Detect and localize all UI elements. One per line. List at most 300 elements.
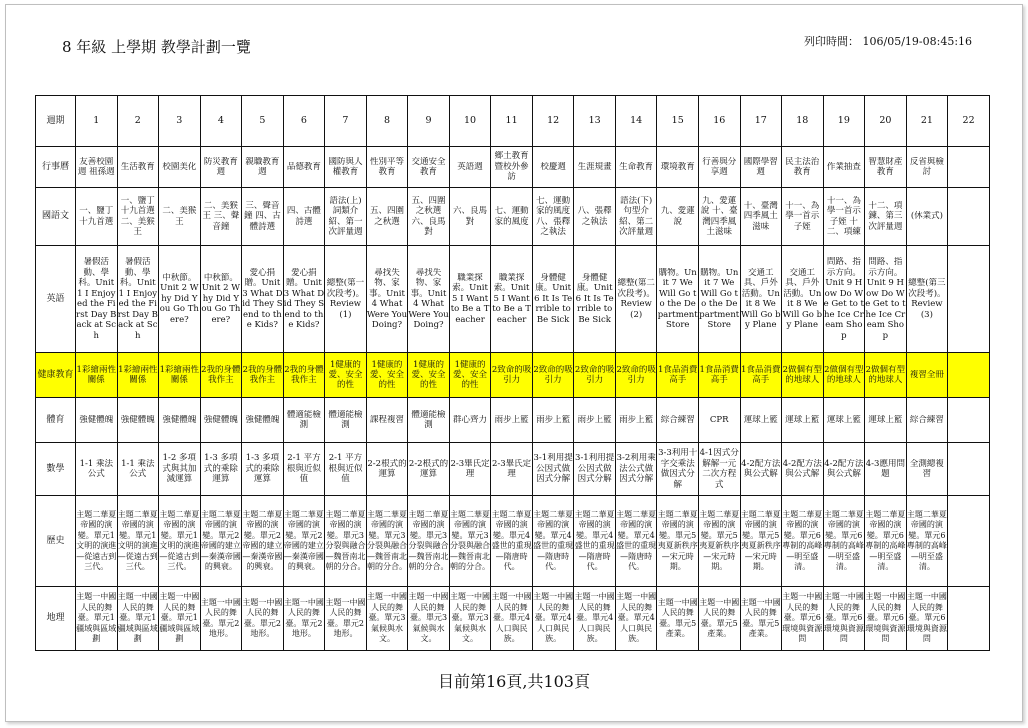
week-number-cell (698, 96, 740, 147)
plan-cell (283, 443, 325, 496)
cell-text: 1彩繪兩性關係 (159, 365, 200, 385)
cell-text: 一、鹽丁十九首選 (79, 206, 114, 227)
row-chinese (36, 188, 990, 246)
plan-cell (76, 246, 118, 353)
plan-cell (117, 246, 159, 353)
plan-cell (532, 443, 574, 496)
row-header-english: 英語 (36, 246, 76, 353)
plan-cell (449, 398, 491, 443)
plan-cell (532, 147, 574, 188)
cell-text: 尋找失物、家事。Unit 4 What Were You Doing? (366, 267, 408, 330)
cell-text: 購物。Unit 7 We Will Go to the Department Store (699, 267, 740, 330)
week-number-cell (200, 96, 242, 147)
cell-text: 七、運動家的風度 (494, 206, 529, 227)
cell-text: 智慧財產教育 (868, 156, 903, 177)
plan-cell (325, 587, 367, 651)
plan-cell (740, 147, 782, 188)
cell-text: 主題一中國人民的舞臺。單元4人口與民族。 (616, 592, 657, 644)
plan-cell (782, 188, 824, 246)
cell-text: 暑假活動、學科。Unit 1 I Enjoyed the First Day Back at Sch (117, 257, 158, 341)
plan-cell (200, 587, 242, 651)
plan-cell (532, 587, 574, 651)
cell-text: 主題一中國人民的舞臺。單元6環境與資源問 (865, 592, 906, 644)
plan-cell (76, 587, 118, 651)
plan-cell (865, 496, 907, 587)
cell-text: 12 (547, 115, 560, 126)
plan-cell (574, 246, 616, 353)
cell-text: 1健康的愛、安全的性 (453, 360, 488, 390)
plan-cell (823, 188, 865, 246)
plan-cell (906, 496, 948, 587)
cell-text: 4-3應用問題 (865, 458, 905, 479)
cell-text: 9 (425, 115, 432, 126)
cell-text: 一、鹽丁十九首選 二、美猴王 (120, 195, 155, 237)
row-pe (36, 398, 990, 443)
cell-text: 體適能檢測 (411, 409, 446, 430)
plan-cell (782, 443, 824, 496)
plan-cell (698, 147, 740, 188)
plan-cell (574, 443, 616, 496)
plan-cell (200, 353, 242, 398)
plan-cell (408, 246, 450, 353)
cell-text: 1彩繪兩性關係 (76, 365, 116, 385)
cell-text: 2-1 平方根與近似值 (286, 453, 321, 485)
cell-text: 主題一中國人民的舞臺。單元2地形。 (325, 597, 366, 638)
cell-text: 性別平等教育 (369, 156, 404, 177)
cell-text: 1健康的愛、安全的性 (328, 360, 363, 390)
cell-text: 四、古體詩選 (286, 206, 321, 227)
cell-text: 1-3 多項式的乘除運算 (203, 453, 238, 485)
plan-cell (615, 147, 657, 188)
cell-text: 15 (671, 115, 684, 126)
row-header-pe: 體育 (36, 398, 76, 443)
plan-cell (948, 496, 990, 587)
plan-cell (865, 246, 907, 353)
plan-cell (574, 496, 616, 587)
plan-cell (159, 398, 201, 443)
plan-cell (200, 147, 242, 188)
plan-cell (325, 353, 367, 398)
plan-cell (906, 353, 948, 398)
week-number-cell (491, 96, 533, 147)
plan-cell (740, 188, 782, 246)
cell-text: 八、張釋之執法 (577, 206, 612, 227)
cell-text: 2-3畢氏定理 (491, 458, 532, 479)
plan-cell (865, 443, 907, 496)
cell-text: 二、美猴王 三、聲音鐘 (202, 200, 240, 232)
plan-cell (159, 353, 201, 398)
row-english (36, 246, 990, 353)
cell-text: 主題一中國人民的舞臺。單元5產業。 (657, 597, 698, 638)
cell-text: 2做個有型的地球人 (782, 365, 822, 385)
cell-text: 10 (464, 115, 477, 126)
plan-cell (325, 398, 367, 443)
week-number-cell (117, 96, 159, 147)
teaching-plan-table (35, 95, 990, 651)
week-number-cell (242, 96, 284, 147)
plan-cell (698, 353, 740, 398)
plan-cell (491, 398, 533, 443)
plan-cell (657, 147, 699, 188)
plan-cell (200, 496, 242, 587)
cell-text: 五、四圍之秋選 六、良馬對 (411, 195, 446, 237)
cell-text: 五、四圍之秋選 (369, 206, 404, 227)
plan-cell (159, 188, 201, 246)
plan-cell (657, 246, 699, 353)
plan-cell (366, 443, 408, 496)
plan-cell (532, 353, 574, 398)
cell-text: 強健體魄 (245, 414, 280, 425)
cell-text: 主題二華夏帝國的演變。單元4盛世的重現—隋唐時代。 (616, 509, 657, 571)
cell-text: 4-2配方法與公式解 (824, 458, 864, 479)
cell-text: 主題二華夏帝國的演變。單元5夷夏新秩序—宋元時期。 (740, 509, 781, 571)
plan-cell (782, 246, 824, 353)
plan-cell (117, 353, 159, 398)
plan-cell (283, 188, 325, 246)
plan-cell (117, 398, 159, 443)
cell-text: 1彩繪兩性關係 (118, 365, 158, 385)
plan-cell (740, 587, 782, 651)
plan-cell (574, 353, 616, 398)
plan-cell (449, 188, 491, 246)
cell-text: 職業探索。Unit 5 I Want to Be a Teacher (492, 272, 531, 325)
cell-text: 主題二華夏帝國的演變。單元6專制的高峰—明至盛清。 (865, 509, 906, 571)
cell-text: 1健康的愛、安全的性 (411, 360, 446, 390)
week-number-cell (76, 96, 118, 147)
cell-text: 2-1 平方根與近似值 (328, 453, 363, 485)
row-geo (36, 587, 990, 651)
cell-text: 2致命的吸引力 (616, 365, 656, 385)
cell-text: 主題一中國人民的舞臺。單元2地形。 (242, 597, 283, 638)
cell-text: 2-2根式的運算 (408, 458, 449, 479)
cell-text: 主題一中國人民的舞臺。單元6環境與資源問 (823, 592, 864, 644)
cell-text: 綜合練習 (660, 414, 695, 425)
cell-text: 主題二華夏帝國的演變。單元3分裂與融合—魏晉南北朝的分合。 (325, 509, 366, 571)
cell-text: 主題二華夏帝國的演變。單元6專制的高峰—明至盛清。 (906, 509, 947, 571)
plan-cell (698, 398, 740, 443)
plan-cell (325, 188, 367, 246)
plan-cell (200, 246, 242, 353)
plan-cell (948, 443, 990, 496)
week-number-cell (948, 96, 990, 147)
cell-text: 4-2配方法與公式解 (782, 458, 822, 479)
cell-text: 問路、指示方向。Unit 9 How Do We Get to the Ice Cream Shop (865, 257, 906, 341)
plan-cell (948, 587, 990, 651)
cell-text: 主題二華夏帝國的演變。單元5夷夏新秩序—宋元時期。 (699, 509, 740, 571)
cell-text: 語法(上)詞類介紹、第一次評量週 (328, 195, 363, 237)
cell-text: 22 (962, 115, 975, 126)
week-number-cell (159, 96, 201, 147)
cell-text: 購物。Unit 7 We Will Go to the Department Store (657, 267, 698, 330)
plan-cell (366, 147, 408, 188)
cell-text: 雨步上籃 (619, 414, 654, 425)
plan-cell (325, 246, 367, 353)
cell-text: 2-3畢氏定理 (450, 458, 490, 479)
cell-text: CPR (709, 414, 729, 425)
week-number-cell (449, 96, 491, 147)
plan-cell (159, 246, 201, 353)
plan-cell (408, 443, 450, 496)
plan-cell (657, 398, 699, 443)
plan-cell (449, 496, 491, 587)
plan-cell (948, 398, 990, 443)
week-number-cell (325, 96, 367, 147)
week-number-cell (865, 96, 907, 147)
plan-cell (823, 443, 865, 496)
plan-cell (865, 353, 907, 398)
cell-text: 20 (879, 115, 892, 126)
cell-text: 17 (754, 115, 767, 126)
cell-text: 1健康的愛、安全的性 (369, 360, 404, 390)
cell-text: 主題二華夏帝國的演變。單元1文明的演進—從遠古到三代。 (159, 509, 200, 571)
plan-cell (325, 147, 367, 188)
plan-cell (76, 443, 118, 496)
cell-text: 1-1 乘法公式 (121, 458, 155, 479)
cell-text: 主題一中國人民的舞臺。單元6環境與資源問 (782, 592, 823, 644)
plan-cell (615, 443, 657, 496)
cell-text: 主題一中國人民的舞臺。單元4人口與民族。 (491, 592, 532, 644)
cell-text: 十二、項鍊、第三次評量週 (868, 200, 903, 232)
plan-cell (532, 188, 574, 246)
row-header-health: 健康教育 (36, 353, 76, 398)
plan-cell (366, 188, 408, 246)
cell-text: 體適能檢測 (328, 409, 363, 430)
plan-cell (283, 353, 325, 398)
cell-text: 3-3利用十字交乘法做因式分解 (658, 448, 698, 490)
plan-cell (491, 587, 533, 651)
cell-text: 交通安全教育 (411, 156, 446, 177)
plan-cell (408, 188, 450, 246)
plan-cell (948, 188, 990, 246)
cell-text: 8 (383, 115, 390, 126)
plan-cell (948, 246, 990, 353)
cell-text: 運球上籃 (868, 414, 903, 425)
cell-text: 2做個有型的地球人 (824, 365, 864, 385)
plan-cell (615, 496, 657, 587)
row-math (36, 443, 990, 496)
print-timestamp: 列印時間： 106/05/19-08:45:16 (804, 35, 973, 48)
plan-cell (615, 587, 657, 651)
cell-text: 課程複習 (369, 414, 404, 425)
cell-text: 親職教育週 (245, 156, 280, 177)
plan-cell (574, 147, 616, 188)
plan-cell (574, 398, 616, 443)
plan-cell (366, 398, 408, 443)
cell-text: 暑假活動、學科。Unit 1 I Enjoyed the First Day Back at Sch (76, 257, 117, 341)
plan-cell (242, 246, 284, 353)
cell-text: 生活教育 (120, 161, 155, 172)
cell-text: 主題一中國人民的舞臺。單元3氣候與水文。 (408, 592, 449, 644)
plan-cell (615, 188, 657, 246)
cell-text: 主題一中國人民的舞臺。單元1疆域與區域劃 (117, 592, 158, 644)
row-week (36, 96, 990, 147)
cell-text: (休業式) (910, 211, 943, 222)
cell-text: 強健體魄 (79, 414, 114, 425)
plan-cell (657, 188, 699, 246)
cell-text: 13 (588, 115, 601, 126)
cell-text: 1-2 多項式與其加減運算 (162, 453, 197, 485)
cell-text: 七、運動家的風度 八、張釋之執法 (536, 195, 571, 237)
plan-cell (657, 443, 699, 496)
plan-cell (823, 147, 865, 188)
week-number-cell (782, 96, 824, 147)
cell-text: 主題二華夏帝國的演變。單元3分裂與融合—魏晉南北朝的分合。 (450, 509, 491, 571)
plan-cell (906, 188, 948, 246)
week-number-cell (615, 96, 657, 147)
plan-cell (491, 496, 533, 587)
plan-cell (200, 398, 242, 443)
plan-cell (366, 353, 408, 398)
cell-text: 主題一中國人民的舞臺。單元1疆域與區域劃 (159, 592, 200, 644)
plan-cell (823, 496, 865, 587)
cell-text: 品德教育 (286, 161, 321, 172)
row-header-history: 歷史 (36, 496, 76, 587)
cell-text: 11 (505, 115, 518, 126)
plan-cell (117, 147, 159, 188)
cell-text: 六、良馬對 (453, 206, 488, 227)
cell-text: 21 (920, 115, 933, 126)
plan-cell (698, 443, 740, 496)
cell-text: 2致命的吸引力 (574, 365, 615, 385)
plan-cell (782, 353, 824, 398)
cell-text: 2致命的吸引力 (491, 365, 532, 385)
cell-text: 防災教育週 (203, 156, 238, 177)
week-number-cell (906, 96, 948, 147)
cell-text: 主題二華夏帝國的演變。單元4盛世的重現—隋唐時代。 (491, 509, 532, 571)
plan-cell (242, 188, 284, 246)
plan-cell (242, 147, 284, 188)
plan-cell (117, 443, 159, 496)
plan-cell (906, 246, 948, 353)
plan-cell (574, 188, 616, 246)
week-number-cell (366, 96, 408, 147)
plan-cell (782, 147, 824, 188)
plan-cell (408, 496, 450, 587)
plan-cell (159, 496, 201, 587)
plan-cell (325, 443, 367, 496)
plan-cell (325, 496, 367, 587)
cell-text: 2-2根式的運算 (367, 458, 407, 479)
plan-cell (76, 398, 118, 443)
cell-text: 複習全冊 (909, 370, 944, 380)
cell-text: 主題二華夏帝國的演變。單元5夷夏新秩序—宋元時期。 (657, 509, 698, 571)
plan-cell (657, 587, 699, 651)
plan-cell (159, 147, 201, 188)
cell-text: 交通工具、戶外活動。Unit 8 We Will Go by Plane (741, 267, 781, 330)
row-header-chinese: 國語文 (36, 188, 76, 246)
plan-cell (657, 496, 699, 587)
week-number-cell (657, 96, 699, 147)
plan-cell (408, 587, 450, 651)
cell-text: 1-3 多項式的乘除運算 (245, 453, 280, 485)
plan-cell (449, 443, 491, 496)
plan-cell (449, 246, 491, 353)
plan-cell (76, 353, 118, 398)
cell-text: 全測總複習 (909, 458, 944, 479)
week-number-cell (740, 96, 782, 147)
cell-text: 總整(第一次段考)。Review (1) (326, 278, 365, 320)
row-history (36, 496, 990, 587)
plan-cell (865, 587, 907, 651)
plan-cell (615, 246, 657, 353)
cell-text: 九、愛蓮說 (660, 206, 695, 227)
plan-cell (698, 587, 740, 651)
plan-cell (117, 496, 159, 587)
cell-text: 英語週 (457, 161, 483, 172)
cell-text: 1食品消費高手 (657, 365, 698, 385)
plan-cell (657, 353, 699, 398)
plan-cell (283, 398, 325, 443)
plan-cell (117, 587, 159, 651)
cell-text: 1食品消費高手 (741, 365, 781, 385)
plan-cell (823, 246, 865, 353)
row-header-event: 行事曆 (36, 147, 76, 188)
cell-text: 運球上籃 (743, 414, 778, 425)
plan-cell (283, 587, 325, 651)
plan-cell (782, 496, 824, 587)
plan-cell (906, 147, 948, 188)
plan-cell (698, 188, 740, 246)
cell-text: 4-1因式分解解一元二次方程式 (699, 448, 739, 490)
plan-cell (408, 147, 450, 188)
cell-text: 主題二華夏帝國的演變。單元3分裂與融合—魏晉南北朝的分合。 (408, 509, 449, 571)
plan-cell (740, 496, 782, 587)
cell-text: 1-1 乘法公式 (79, 458, 113, 479)
cell-text: 反省與檢討 (909, 156, 944, 177)
cell-text: 群心齊力 (453, 414, 488, 425)
cell-text: 十一、為學一首示子姪 (785, 200, 820, 232)
week-number-cell (283, 96, 325, 147)
cell-text: 語法(下)句型介紹、第二次評量週 (619, 195, 654, 237)
cell-text: 主題二華夏帝國的演變。單元1文明的演進—從遠古到三代。 (76, 509, 117, 571)
cell-text: 強健體魄 (162, 414, 197, 425)
plan-cell (242, 587, 284, 651)
cell-text: 主題二華夏帝國的演變。單元4盛世的重現—隋唐時代。 (574, 509, 615, 571)
cell-text: 主題一中國人民的舞臺。單元1疆域與區域劃 (76, 592, 117, 644)
row-header-math: 數學 (36, 443, 76, 496)
cell-text: 校園美化 (162, 161, 197, 172)
cell-text: 十、臺灣四季風土滋味 (743, 200, 778, 232)
cell-text: 3-2利用乘法公式做因式分解 (616, 453, 656, 485)
cell-text: 14 (630, 115, 643, 126)
cell-text: 16 (713, 115, 726, 126)
plan-cell (491, 147, 533, 188)
cell-text: 4-2配方法與公式解 (741, 458, 781, 479)
plan-cell (906, 587, 948, 651)
cell-text: 體適能檢測 (286, 409, 321, 430)
cell-text: 主題二華夏帝國的演變。單元4盛世的重現—隋唐時代。 (533, 509, 574, 571)
cell-text: 十一、為學一首示子姪 十二、項練 (826, 195, 861, 237)
row-header-week: 週期 (36, 96, 76, 147)
plan-cell (865, 398, 907, 443)
plan-cell (200, 188, 242, 246)
plan-cell (242, 496, 284, 587)
cell-text: 運球上籃 (785, 414, 820, 425)
plan-cell (449, 147, 491, 188)
cell-text: 身體健康。Unit 6 It Is Terrible to Be Sick (534, 272, 573, 325)
cell-text: 6 (300, 115, 307, 126)
cell-text: 環境教育 (660, 161, 695, 172)
row-event (36, 147, 990, 188)
cell-text: 主題一中國人民的舞臺。單元4人口與民族。 (574, 592, 615, 644)
cell-text: 問路、指示方向。Unit 9 How Do We Get to the Ice Cream Shop (823, 257, 864, 341)
cell-text: 民主法治教育 (785, 156, 820, 177)
cell-text: 生涯規畫 (577, 161, 612, 172)
plan-cell (740, 353, 782, 398)
week-number-cell (532, 96, 574, 147)
plan-cell (76, 147, 118, 188)
plan-cell (76, 496, 118, 587)
